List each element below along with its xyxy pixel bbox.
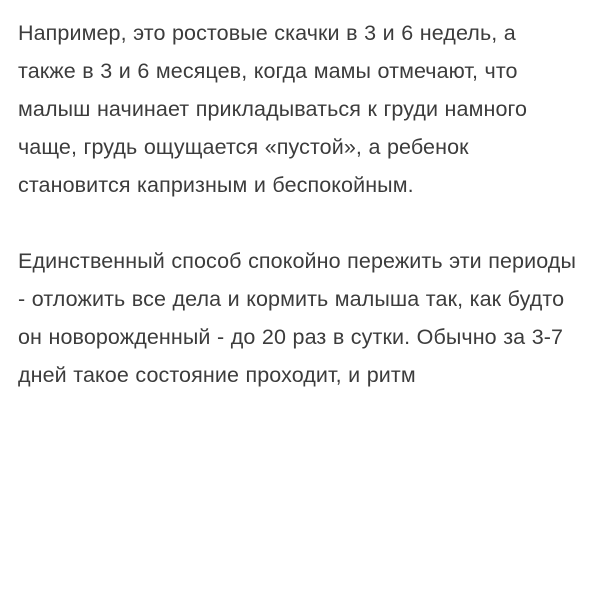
paragraph-2: Единственный способ спокойно пережить эти периоды - отложить все дела и кормить малыша так, как будто он новорожденный - до 20 раз в сутки. Обычно за 3-7 дней такое состояние проходит, и ритм: [18, 249, 577, 387]
paragraph-1: Например, это ростовые скачки в 3 и 6 недель, а также в 3 и 6 месяцев, когда мамы отмечают, что малыш начинает прикладываться к груди намного чаще, грудь ощущается «пустой», а ребенок становится капризным и беспокойным.: [18, 21, 528, 197]
